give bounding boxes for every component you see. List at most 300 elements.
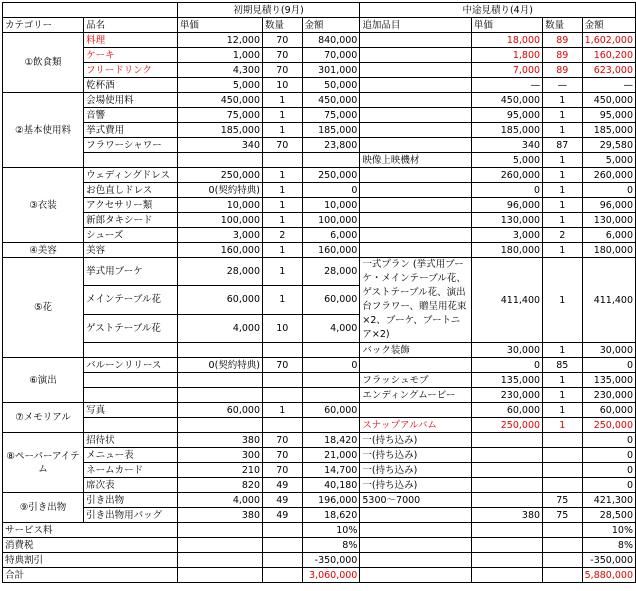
added-quantity: 1 xyxy=(543,213,583,228)
unit-price: 300 xyxy=(177,448,262,463)
table-row xyxy=(3,93,636,108)
summary-row-total xyxy=(3,568,636,583)
added-amount: 250,000 xyxy=(582,418,635,433)
added-quantity: 75 xyxy=(543,493,583,508)
quantity: 70 xyxy=(263,358,303,373)
amount: 185,000 xyxy=(302,123,360,138)
added-amount: 96,000 xyxy=(582,198,635,213)
summary-row-discount xyxy=(3,553,636,568)
summary-label-discount: 特典割引 xyxy=(3,553,178,568)
unit-price: 185,000 xyxy=(177,123,262,138)
quantity: 70 xyxy=(263,448,303,463)
unit-price: 380 xyxy=(177,433,262,448)
amount xyxy=(302,153,360,168)
added-unit-price: 95,000 xyxy=(471,108,542,123)
unit-price: 100,000 xyxy=(177,213,262,228)
unit-price: 380 xyxy=(177,508,262,523)
added-item: フラッシュモブ xyxy=(360,373,472,388)
added-quantity xyxy=(543,433,583,448)
header-row-1 xyxy=(3,3,636,18)
added-quantity: 1 xyxy=(543,198,583,213)
added-amount: 230,000 xyxy=(582,388,635,403)
table-row xyxy=(3,63,636,78)
table-row xyxy=(3,138,636,153)
quantity: 10 xyxy=(263,314,303,342)
item-name: 会場使用料 xyxy=(84,93,178,108)
quantity: 2 xyxy=(263,228,303,243)
added-item xyxy=(360,358,472,373)
added-amount: 60,000 xyxy=(582,403,635,418)
item-name: フリードリンク xyxy=(84,63,178,78)
added-unit-price: — xyxy=(471,78,542,93)
amount: 70,000 xyxy=(302,48,360,63)
added-unit-price: 340 xyxy=(471,138,542,153)
table-row xyxy=(3,433,636,448)
table-row xyxy=(3,258,636,286)
quantity: 1 xyxy=(263,108,303,123)
added-amount: 5,000 xyxy=(582,153,635,168)
unit-price: 10,000 xyxy=(177,198,262,213)
unit-price xyxy=(177,373,262,388)
item-name: メインテーブル花 xyxy=(84,286,178,314)
added-amount: 95,000 xyxy=(582,108,635,123)
unit-price: 820 xyxy=(177,478,262,493)
summary-mid-total: 5,880,000 xyxy=(582,568,635,583)
added-unit-price: 3,000 xyxy=(471,228,542,243)
added-amount: 30,000 xyxy=(582,343,635,358)
added-unit-price: 380 xyxy=(471,508,542,523)
unit-price: 4,000 xyxy=(177,314,262,342)
table-row xyxy=(3,478,636,493)
item-name: シューズ xyxy=(84,228,178,243)
item-name: アクセサリー類 xyxy=(84,198,178,213)
added-amount: 0 xyxy=(582,463,635,478)
quantity: 1 xyxy=(263,403,303,418)
unit-price: 28,000 xyxy=(177,258,262,286)
added-unit-price: 0 xyxy=(471,358,542,373)
summary-mid-tax: 8% xyxy=(582,538,635,553)
category-memorial: ⑦メモリアル xyxy=(3,403,84,433)
blank-cell xyxy=(471,553,542,568)
amount: 301,000 xyxy=(302,63,360,78)
added-quantity: 1 xyxy=(543,373,583,388)
table-row xyxy=(3,108,636,123)
added-unit-price: 180,000 xyxy=(471,243,542,258)
table-row xyxy=(3,198,636,213)
added-unit-price: 0 xyxy=(471,183,542,198)
unit-price: 4,000 xyxy=(177,493,262,508)
blank-cell xyxy=(263,538,303,553)
added-unit-price: 250,000 xyxy=(471,418,542,433)
item-name: ウェディングドレス xyxy=(84,168,178,183)
quantity: 70 xyxy=(263,138,303,153)
table-row xyxy=(3,343,636,358)
added-item xyxy=(360,108,472,123)
table-row xyxy=(3,33,636,48)
added-amount: 0 xyxy=(582,358,635,373)
added-quantity: 1 xyxy=(543,153,583,168)
amount: 4,000 xyxy=(302,314,360,342)
blank-cell xyxy=(471,568,542,583)
added-unit-price: 185,000 xyxy=(471,123,542,138)
amount: 450,000 xyxy=(302,93,360,108)
amount: 0 xyxy=(302,183,360,198)
added-unit-price: 260,000 xyxy=(471,168,542,183)
blank-cell xyxy=(360,523,472,538)
added-quantity xyxy=(543,478,583,493)
category-flower: ⑤花 xyxy=(3,258,84,358)
added-quantity: 2 xyxy=(543,228,583,243)
added-item xyxy=(360,138,472,153)
added-item: 映像上映機材 xyxy=(360,153,472,168)
added-unit-price: 7,000 xyxy=(471,63,542,78)
added-quantity: 1 xyxy=(543,388,583,403)
table-row xyxy=(3,373,636,388)
quantity: 70 xyxy=(263,33,303,48)
quantity: 1 xyxy=(263,286,303,314)
item-name: お色直しドレス xyxy=(84,183,178,198)
blank-cell xyxy=(263,568,303,583)
amount: 40,180 xyxy=(302,478,360,493)
blank-cell xyxy=(543,538,583,553)
quantity: 10 xyxy=(263,78,303,93)
added-amount: 0 xyxy=(582,478,635,493)
added-quantity xyxy=(543,448,583,463)
item-name: 新郎タキシード xyxy=(84,213,178,228)
quantity: 70 xyxy=(263,63,303,78)
added-quantity: 89 xyxy=(543,48,583,63)
added-quantity: 1 xyxy=(543,108,583,123)
summary-initial-service: 10% xyxy=(302,523,360,538)
amount: 6,000 xyxy=(302,228,360,243)
summary-initial-discount: -350,000 xyxy=(302,553,360,568)
item-name: フラワーシャワー xyxy=(84,138,178,153)
unit-price: 75,000 xyxy=(177,108,262,123)
item-name: 引き出物用バッグ xyxy=(84,508,178,523)
added-item: 一(持ち込み) xyxy=(360,448,472,463)
amount xyxy=(302,373,360,388)
amount: 18,420 xyxy=(302,433,360,448)
category-costume: ③衣装 xyxy=(3,168,84,243)
amount: 196,000 xyxy=(302,493,360,508)
unit-price: 210 xyxy=(177,463,262,478)
added-unit-price: 5,000 xyxy=(471,153,542,168)
table-row xyxy=(3,168,636,183)
item-name: ゲストテーブル花 xyxy=(84,314,178,342)
added-unit-price: 135,000 xyxy=(471,373,542,388)
item-name: ケーキ xyxy=(84,48,178,63)
blank-cell xyxy=(177,538,262,553)
added-quantity: 1 xyxy=(543,403,583,418)
quantity: 70 xyxy=(263,463,303,478)
blank-cell xyxy=(543,553,583,568)
quantity: 49 xyxy=(263,508,303,523)
added-unit-price xyxy=(471,433,542,448)
quantity: 70 xyxy=(263,433,303,448)
added-amount: 0 xyxy=(582,183,635,198)
unit-price: 4,300 xyxy=(177,63,262,78)
added-item xyxy=(360,508,472,523)
amount: 60,000 xyxy=(302,286,360,314)
item-name: 音響 xyxy=(84,108,178,123)
added-item: 5300〜7000 xyxy=(360,493,472,508)
table-row xyxy=(3,78,636,93)
added-item xyxy=(360,183,472,198)
amount: 840,000 xyxy=(302,33,360,48)
added-amount: 29,580 xyxy=(582,138,635,153)
unit-price: 1,000 xyxy=(177,48,262,63)
quantity xyxy=(263,418,303,433)
added-quantity: 89 xyxy=(543,33,583,48)
added-unit-price: 60,000 xyxy=(471,403,542,418)
column-header-qty: 数量 xyxy=(263,18,303,33)
added-quantity: 1 xyxy=(543,418,583,433)
quantity: 1 xyxy=(263,183,303,198)
added-amount: 421,300 xyxy=(582,493,635,508)
quantity: 70 xyxy=(263,48,303,63)
added-quantity: — xyxy=(543,78,583,93)
category-basic: ②基本使用料 xyxy=(3,93,84,168)
summary-row-tax xyxy=(3,538,636,553)
summary-label-service: サービス料 xyxy=(3,523,178,538)
unit-price xyxy=(177,418,262,433)
initial-estimate-heading: 初期見積り(9月) xyxy=(177,3,359,18)
summary-row-service xyxy=(3,523,636,538)
category-gift: ⑨引き出物 xyxy=(3,493,84,523)
added-unit-price xyxy=(471,478,542,493)
amount: 28,000 xyxy=(302,258,360,286)
table-row xyxy=(3,228,636,243)
added-unit-price xyxy=(471,493,542,508)
blank-cell xyxy=(177,553,262,568)
blank-cell xyxy=(360,538,472,553)
table-row xyxy=(3,463,636,478)
added-quantity: 87 xyxy=(543,138,583,153)
added-amount: 180,000 xyxy=(582,243,635,258)
added-unit-price xyxy=(471,448,542,463)
table-row xyxy=(3,508,636,523)
added-item xyxy=(360,33,472,48)
table-row xyxy=(3,243,636,258)
quantity: 1 xyxy=(263,258,303,286)
added-item xyxy=(360,78,472,93)
summary-initial-total: 3,060,000 xyxy=(302,568,360,583)
added-item xyxy=(360,63,472,78)
added-item-plan: 一式プラン (挙式用ブーケ・メインテーブル花、ゲストテーブル花、演出台フラワー、贈呈用花束×2、ブーケ、ブートニア×2) xyxy=(360,258,472,343)
item-name: 写真 xyxy=(84,403,178,418)
item-name: 招待状 xyxy=(84,433,178,448)
amount: 14,700 xyxy=(302,463,360,478)
column-header-amount2: 金額 xyxy=(582,18,635,33)
unit-price: 3,000 xyxy=(177,228,262,243)
added-unit-price: 1,800 xyxy=(471,48,542,63)
table-row xyxy=(3,403,636,418)
added-item: スナップアルバム xyxy=(360,418,472,433)
added-item xyxy=(360,123,472,138)
column-header-added-item: 追加品目 xyxy=(360,18,472,33)
added-amount: 160,200 xyxy=(582,48,635,63)
category-show: ⑥演出 xyxy=(3,358,84,403)
quantity: 1 xyxy=(263,168,303,183)
unit-price: 160,000 xyxy=(177,243,262,258)
added-quantity: 1 xyxy=(543,258,583,343)
unit-price: 60,000 xyxy=(177,286,262,314)
blank-cell xyxy=(177,523,262,538)
amount: 18,620 xyxy=(302,508,360,523)
quantity: 1 xyxy=(263,93,303,108)
table-row xyxy=(3,213,636,228)
blank-cell xyxy=(543,523,583,538)
blank-cell xyxy=(360,568,472,583)
unit-price: 12,000 xyxy=(177,33,262,48)
summary-mid-discount: -350,000 xyxy=(582,553,635,568)
item-name: 挙式用ブーケ xyxy=(84,258,178,286)
category-food: ①飲食類 xyxy=(3,33,84,93)
blank-cell xyxy=(543,568,583,583)
blank-cell xyxy=(471,523,542,538)
unit-price: 60,000 xyxy=(177,403,262,418)
blank-cell xyxy=(177,568,262,583)
summary-label-total: 合計 xyxy=(3,568,178,583)
quantity xyxy=(263,343,303,358)
item-name: 席次表 xyxy=(84,478,178,493)
column-header-unit-price: 単価 xyxy=(177,18,262,33)
added-amount: 185,000 xyxy=(582,123,635,138)
unit-price: 450,000 xyxy=(177,93,262,108)
added-quantity: 1 xyxy=(543,168,583,183)
summary-mid-service: 10% xyxy=(582,523,635,538)
quantity: 1 xyxy=(263,213,303,228)
added-amount: 411,400 xyxy=(582,258,635,343)
added-amount: 130,000 xyxy=(582,213,635,228)
item-name: 美容 xyxy=(84,243,178,258)
table-row xyxy=(3,493,636,508)
quantity: 49 xyxy=(263,478,303,493)
added-quantity: 1 xyxy=(543,343,583,358)
unit-price: 250,000 xyxy=(177,168,262,183)
blank-cell xyxy=(3,3,178,18)
amount: 21,000 xyxy=(302,448,360,463)
unit-price: 0(契約特典) xyxy=(177,183,262,198)
added-item xyxy=(360,168,472,183)
quantity xyxy=(263,153,303,168)
item-name: 引き出物 xyxy=(84,493,178,508)
amount: 50,000 xyxy=(302,78,360,93)
column-header-qty2: 数量 xyxy=(543,18,583,33)
added-item xyxy=(360,213,472,228)
item-name: メニュー表 xyxy=(84,448,178,463)
amount xyxy=(302,418,360,433)
amount: 60,000 xyxy=(302,403,360,418)
added-item xyxy=(360,228,472,243)
added-item: 一(持ち込み) xyxy=(360,463,472,478)
added-unit-price: 18,000 xyxy=(471,33,542,48)
added-item: 一(持ち込み) xyxy=(360,478,472,493)
quantity: 49 xyxy=(263,493,303,508)
amount xyxy=(302,343,360,358)
estimate-table xyxy=(2,2,636,583)
added-unit-price: 450,000 xyxy=(471,93,542,108)
header-row-2 xyxy=(3,18,636,33)
amount: 75,000 xyxy=(302,108,360,123)
added-amount: 260,000 xyxy=(582,168,635,183)
quantity xyxy=(263,388,303,403)
added-item: バック装飾 xyxy=(360,343,472,358)
amount: 160,000 xyxy=(302,243,360,258)
column-header-amount: 金額 xyxy=(302,18,360,33)
item-name: 挙式費用 xyxy=(84,123,178,138)
unit-price xyxy=(177,388,262,403)
added-item xyxy=(360,198,472,213)
column-header-unit-price2: 単価 xyxy=(471,18,542,33)
summary-label-tax: 消費税 xyxy=(3,538,178,553)
blank-cell xyxy=(360,553,472,568)
added-amount: 28,500 xyxy=(582,508,635,523)
added-quantity: 1 xyxy=(543,93,583,108)
mid-estimate-heading: 中途見積り(4月) xyxy=(360,3,636,18)
added-amount: 135,000 xyxy=(582,373,635,388)
added-quantity: 1 xyxy=(543,123,583,138)
amount: 250,000 xyxy=(302,168,360,183)
added-item xyxy=(360,48,472,63)
added-quantity: 89 xyxy=(543,63,583,78)
amount: 100,000 xyxy=(302,213,360,228)
added-unit-price xyxy=(471,463,542,478)
added-item: エンディングムービー xyxy=(360,388,472,403)
table-row xyxy=(3,123,636,138)
item-name xyxy=(84,373,178,388)
added-unit-price: 230,000 xyxy=(471,388,542,403)
blank-cell xyxy=(471,538,542,553)
added-quantity: 1 xyxy=(543,243,583,258)
summary-initial-tax: 8% xyxy=(302,538,360,553)
table-row xyxy=(3,448,636,463)
added-unit-price: 411,400 xyxy=(471,258,542,343)
amount: 0 xyxy=(302,358,360,373)
added-amount: 623,000 xyxy=(582,63,635,78)
category-paper: ⑧ペーパーアイテム xyxy=(3,433,84,493)
added-quantity: 1 xyxy=(543,183,583,198)
added-item xyxy=(360,403,472,418)
item-name xyxy=(84,388,178,403)
added-quantity xyxy=(543,463,583,478)
added-unit-price: 130,000 xyxy=(471,213,542,228)
blank-cell xyxy=(263,523,303,538)
added-amount: 450,000 xyxy=(582,93,635,108)
added-unit-price: 30,000 xyxy=(471,343,542,358)
table-row xyxy=(3,48,636,63)
added-amount: 0 xyxy=(582,448,635,463)
table-row xyxy=(3,388,636,403)
amount xyxy=(302,388,360,403)
unit-price: 5,000 xyxy=(177,78,262,93)
added-unit-price: 96,000 xyxy=(471,198,542,213)
column-header-category: カテゴリー xyxy=(3,18,84,33)
amount: 10,000 xyxy=(302,198,360,213)
added-item xyxy=(360,243,472,258)
table-row xyxy=(3,418,636,433)
category-beauty: ④美容 xyxy=(3,243,84,258)
item-name: 乾杯酒 xyxy=(84,78,178,93)
quantity: 1 xyxy=(263,243,303,258)
added-amount: — xyxy=(582,78,635,93)
item-name xyxy=(84,343,178,358)
item-name: ネームカード xyxy=(84,463,178,478)
quantity: 1 xyxy=(263,198,303,213)
quantity: 1 xyxy=(263,123,303,138)
quantity xyxy=(263,373,303,388)
unit-price: 0(契約特典) xyxy=(177,358,262,373)
